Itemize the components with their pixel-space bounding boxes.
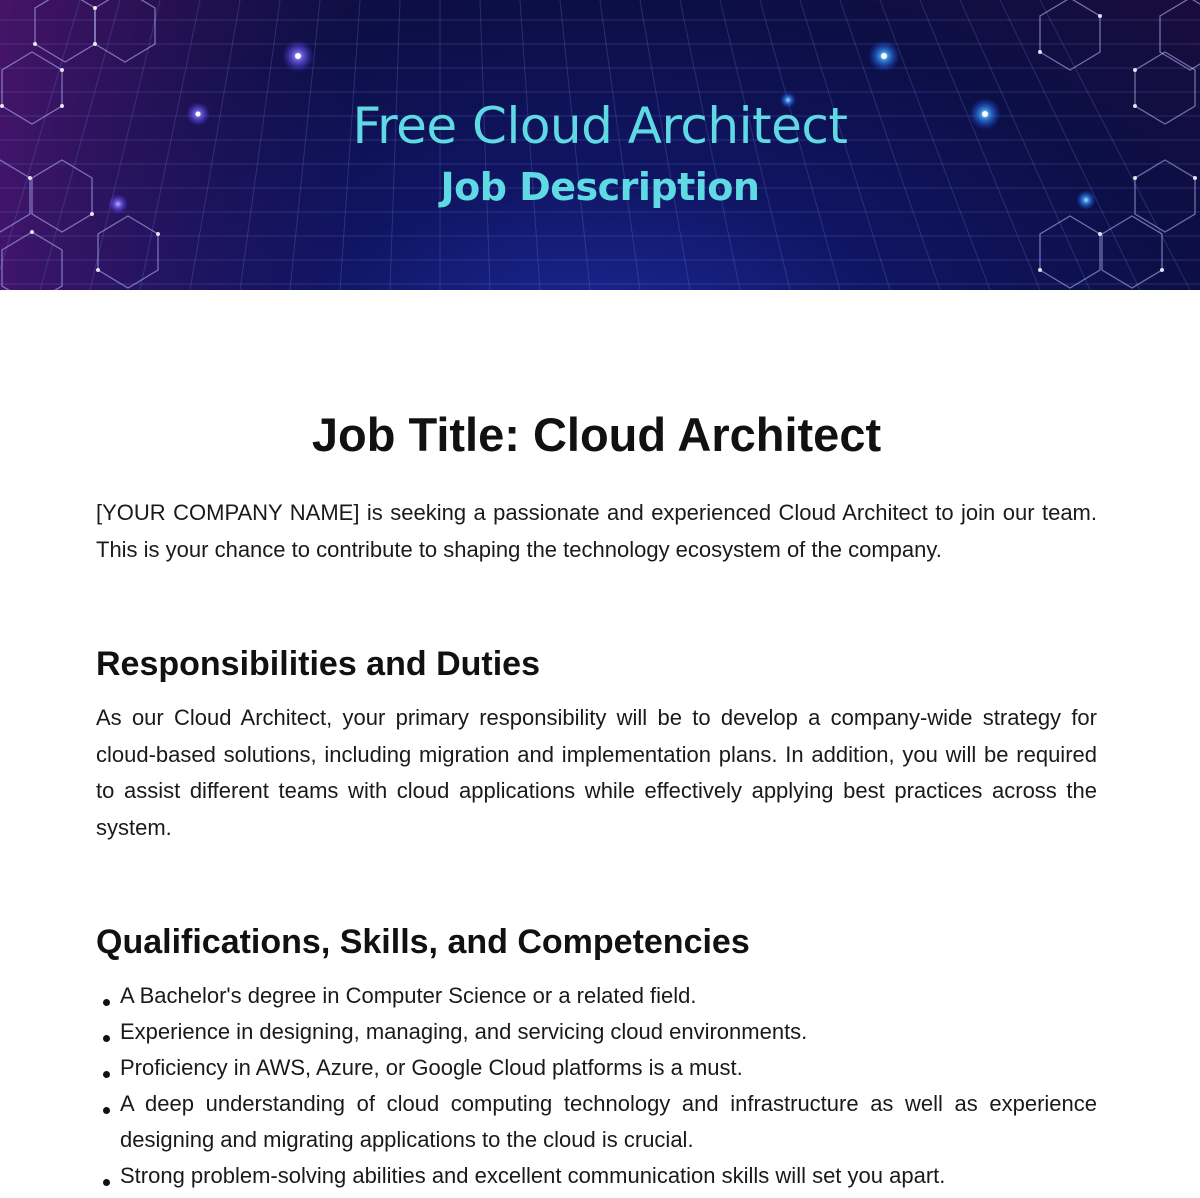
document-body <box>96 405 1097 1194</box>
qualifications-list <box>96 978 1097 1194</box>
bullet-icon <box>103 1107 110 1114</box>
list-item <box>96 978 1097 1014</box>
intro-paragraph: [YOUR COMPANY NAME] is seeking a passionate and experienced Cloud Architect to join our team. This is your chance to contribute to shaping the technology ecosystem of the company. <box>96 500 1097 562</box>
banner-subtitle: Job Description <box>440 165 760 209</box>
document-title: Job Title: Cloud Architect <box>311 408 882 461</box>
bullet-icon <box>103 1035 110 1042</box>
bullet-icon <box>103 999 110 1006</box>
banner-title: Free Cloud Architect <box>352 97 848 155</box>
list-item-text: Proficiency in AWS, Azure, or Google Cloud platforms is a must. <box>120 1055 743 1080</box>
list-item <box>96 1050 1097 1086</box>
list-item-text: A Bachelor's degree in Computer Science or a related field. <box>120 983 697 1008</box>
list-item-text: Experience in designing, managing, and servicing cloud environments. <box>120 1019 808 1044</box>
qualifications-heading: Qualifications, Skills, and Competencies <box>96 923 750 961</box>
list-item <box>96 1158 1097 1194</box>
responsibilities-heading: Responsibilities and Duties <box>96 645 540 683</box>
list-item-text: Strong problem-solving abilities and excellent communication skills will set you apart. <box>120 1163 946 1188</box>
header-banner <box>0 0 1200 290</box>
list-item <box>96 1086 1097 1158</box>
list-item-text: A deep understanding of cloud computing technology and infrastructure as well as experience designing and migrating applications to the cloud is crucial. <box>120 1091 1097 1152</box>
bullet-icon <box>103 1179 110 1186</box>
bullet-icon <box>103 1071 110 1078</box>
list-item <box>96 1014 1097 1050</box>
responsibilities-paragraph: As our Cloud Architect, your primary responsibility will be to develop a company-wide strategy for cloud-based solutions, including migration and implementation plans. In addition, you will be required to assist different teams with cloud applications while effectively applying best practices across the system. <box>96 705 1097 840</box>
